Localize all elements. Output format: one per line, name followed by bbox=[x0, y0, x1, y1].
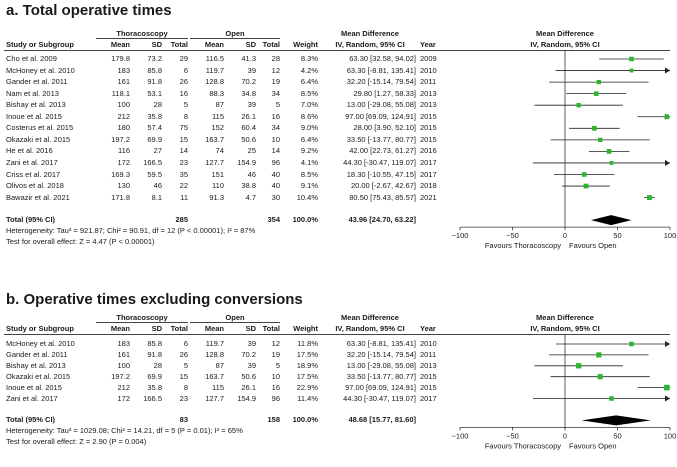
x-tick-label: −50 bbox=[506, 231, 519, 241]
mean2-cell: 87 bbox=[215, 100, 224, 110]
sd1-cell: 57.4 bbox=[147, 123, 162, 133]
total1-cell: 35 bbox=[179, 169, 188, 179]
weight-cell: 10.4% bbox=[296, 192, 318, 202]
mean1-cell: 169.3 bbox=[111, 169, 130, 179]
total-weight: 100.0% bbox=[292, 415, 318, 425]
total2-cell: 19 bbox=[271, 77, 280, 87]
total2-sum: 354 bbox=[267, 215, 280, 225]
plot-sub-header: IV, Random, 95% CI bbox=[530, 324, 600, 333]
mean2-cell: 115 bbox=[212, 382, 224, 392]
study-name: Cho et al. 2009 bbox=[6, 54, 57, 63]
study-name: Olivos et al. 2018 bbox=[6, 181, 64, 191]
group1-header: Thoracoscopy bbox=[116, 313, 168, 322]
study-effect-marker bbox=[596, 352, 601, 357]
favours-right-label: Favours Open bbox=[569, 441, 617, 451]
x-tick-label: −100 bbox=[451, 431, 469, 441]
total1-cell: 15 bbox=[179, 371, 188, 381]
mean1-cell: 212 bbox=[117, 111, 130, 121]
total2-sum: 158 bbox=[267, 415, 280, 425]
total1-cell: 6 bbox=[183, 339, 188, 348]
mean1-cell: 183 bbox=[117, 339, 130, 348]
sd1-cell: 91.8 bbox=[147, 349, 162, 359]
favours-left-label: Favours Thoracoscopy bbox=[484, 241, 561, 251]
weight-cell: 8.6% bbox=[300, 111, 318, 121]
total2-col-header: Total bbox=[262, 40, 280, 49]
total2-cell: 5 bbox=[275, 360, 280, 370]
sd2-cell: 50.6 bbox=[241, 371, 256, 381]
ci-cell: 18.30 [-10.55, 47.15] bbox=[346, 169, 416, 179]
total2-cell: 16 bbox=[271, 382, 280, 392]
sd1-cell: 28 bbox=[153, 100, 162, 110]
year-cell: 2011 bbox=[420, 349, 437, 359]
group1-header: Thoracoscopy bbox=[116, 29, 168, 38]
total2-cell: 30 bbox=[271, 192, 280, 202]
year-cell: 2010 bbox=[420, 65, 437, 75]
total1-cell: 6 bbox=[183, 65, 188, 75]
study-effect-marker bbox=[609, 396, 614, 401]
total1-cell: 8 bbox=[183, 111, 188, 121]
study-name: Zani et al. 2017 bbox=[6, 393, 58, 403]
mean2-cell: 151 bbox=[211, 169, 224, 179]
weight-cell: 9.1% bbox=[300, 181, 318, 191]
panel-title: a. Total operative times bbox=[6, 2, 172, 19]
sd2-cell: 154.9 bbox=[237, 393, 256, 403]
total1-sum: 83 bbox=[179, 415, 188, 425]
sd2-cell: 154.9 bbox=[237, 157, 256, 167]
weight-cell: 17.5% bbox=[296, 349, 318, 359]
summary-diamond bbox=[582, 415, 651, 425]
total2-cell: 40 bbox=[271, 181, 280, 191]
total1-cell: 5 bbox=[183, 100, 188, 110]
ci-cell: 97.00 [69.09, 124.91] bbox=[345, 382, 416, 392]
sd1-cell: 59.5 bbox=[147, 169, 162, 179]
study-effect-marker bbox=[576, 363, 581, 368]
study-name: Inoue et al. 2015 bbox=[6, 382, 62, 392]
total1-cell: 26 bbox=[179, 349, 188, 359]
ci-overflow-arrow bbox=[665, 341, 670, 347]
mean1-cell: 179.8 bbox=[111, 54, 130, 63]
total2-cell: 96 bbox=[271, 393, 280, 403]
mean2-cell: 119.7 bbox=[205, 339, 224, 348]
study-name: Inoue et al. 2015 bbox=[6, 111, 62, 121]
total1-cell: 15 bbox=[179, 134, 188, 144]
weight-cell: 6.4% bbox=[300, 77, 318, 87]
mean2-col-header: Mean bbox=[204, 40, 224, 49]
sd1-cell: 27 bbox=[153, 146, 162, 156]
x-tick-label: 0 bbox=[562, 231, 568, 241]
sd2-cell: 50.6 bbox=[241, 134, 256, 144]
mean1-cell: 197.2 bbox=[111, 134, 130, 144]
sd1-cell: 53.1 bbox=[147, 88, 162, 98]
sd1-col-header: SD bbox=[151, 40, 162, 49]
total1-cell: 29 bbox=[179, 54, 188, 63]
total1-col-header: Total bbox=[170, 324, 188, 333]
total1-cell: 75 bbox=[179, 123, 188, 133]
year-cell: 2021 bbox=[420, 192, 437, 202]
overall-effect-text: Test for overall effect: Z = 4.47 (P < 0.00001) bbox=[6, 237, 155, 247]
study-name: Bawazir et al. 2021 bbox=[6, 192, 70, 202]
weight-cell: 4.1% bbox=[300, 157, 318, 167]
mean1-cell: 171.8 bbox=[111, 192, 130, 202]
study-name: Criss et al. 2017 bbox=[6, 169, 61, 179]
weight-col-header: Weight bbox=[293, 324, 318, 333]
mean1-cell: 172 bbox=[117, 157, 130, 167]
mean1-cell: 172 bbox=[117, 393, 130, 403]
x-tick-label: 50 bbox=[613, 231, 622, 241]
year-col-header: Year bbox=[420, 40, 436, 49]
weight-cell: 4.2% bbox=[300, 65, 318, 75]
sd1-cell: 8.1 bbox=[151, 192, 162, 202]
total-ci: 48.68 [15.77, 81.60] bbox=[348, 415, 416, 425]
study-effect-marker bbox=[629, 342, 634, 347]
total2-cell: 28 bbox=[271, 54, 280, 63]
total2-cell: 34 bbox=[271, 123, 280, 133]
year-cell: 2017 bbox=[420, 393, 437, 403]
total1-cell: 5 bbox=[183, 360, 188, 370]
total2-cell: 40 bbox=[271, 169, 280, 179]
weight-col-header: Weight bbox=[293, 40, 318, 49]
study-col-header: Study or Subgroup bbox=[6, 324, 74, 333]
mean2-cell: 163.7 bbox=[205, 371, 224, 381]
sd1-cell: 166.5 bbox=[143, 157, 162, 167]
total1-sum: 285 bbox=[175, 215, 188, 225]
mean2-cell: 110 bbox=[212, 181, 224, 191]
mean1-cell: 161 bbox=[117, 349, 130, 359]
weight-cell: 7.0% bbox=[300, 100, 318, 110]
total1-col-header: Total bbox=[170, 40, 188, 49]
overall-effect-text: Test for overall effect: Z = 2.90 (P = 0.004) bbox=[6, 437, 147, 447]
sd2-cell: 34.8 bbox=[241, 88, 256, 98]
weight-cell: 22.9% bbox=[296, 382, 318, 392]
ci-cell: 29.80 [1.27, 58.33] bbox=[353, 88, 416, 98]
total2-cell: 12 bbox=[271, 65, 280, 75]
ci-cell: 20.00 [-2.67, 42.67] bbox=[350, 181, 416, 191]
total2-cell: 96 bbox=[271, 157, 280, 167]
mean2-cell: 88.3 bbox=[209, 88, 224, 98]
favours-left-label: Favours Thoracoscopy bbox=[484, 441, 561, 451]
weight-cell: 9.2% bbox=[300, 146, 318, 156]
sd2-col-header: SD bbox=[245, 324, 256, 333]
effect-sub-header: IV, Random, 95% CI bbox=[335, 40, 405, 49]
weight-cell: 6.4% bbox=[300, 134, 318, 144]
mean1-cell: 100 bbox=[117, 100, 130, 110]
heterogeneity-text: Heterogeneity: Tau² = 1029.08; Chi² = 14.21, df = 5 (P = 0.01); I² = 65% bbox=[6, 426, 243, 436]
mean1-cell: 161 bbox=[117, 77, 130, 87]
ci-cell: 63.30 [-8.81, 135.41] bbox=[346, 65, 416, 75]
year-cell: 2013 bbox=[420, 360, 437, 370]
study-name: Okazaki et al. 2015 bbox=[6, 371, 71, 381]
sd2-cell: 26.1 bbox=[241, 111, 256, 121]
weight-cell: 11.4% bbox=[297, 393, 318, 403]
year-cell: 2015 bbox=[420, 371, 437, 381]
sd2-cell: 60.4 bbox=[241, 123, 256, 133]
mean2-cell: 87 bbox=[215, 360, 224, 370]
sd2-col-header: SD bbox=[245, 40, 256, 49]
sd2-cell: 25 bbox=[247, 146, 256, 156]
total1-cell: 23 bbox=[179, 393, 188, 403]
sd1-col-header: SD bbox=[151, 324, 162, 333]
study-name: Bishay et al. 2013 bbox=[6, 360, 66, 370]
total2-cell: 19 bbox=[271, 349, 280, 359]
study-name: He et al. 2016 bbox=[6, 146, 53, 156]
ci-cell: 80.50 [75.43, 85.57] bbox=[349, 192, 416, 202]
ci-overflow-arrow bbox=[665, 396, 670, 402]
total1-cell: 22 bbox=[179, 181, 188, 191]
total2-cell: 16 bbox=[271, 111, 280, 121]
x-tick-label: 100 bbox=[663, 231, 677, 241]
weight-cell: 11.8% bbox=[297, 339, 318, 348]
total2-cell: 10 bbox=[271, 371, 280, 381]
x-tick-label: 100 bbox=[663, 431, 677, 441]
sd2-cell: 70.2 bbox=[241, 77, 256, 87]
sd1-cell: 28 bbox=[153, 360, 162, 370]
x-tick-label: 0 bbox=[562, 431, 568, 441]
sd2-cell: 70.2 bbox=[241, 349, 256, 359]
year-col-header: Year bbox=[420, 324, 436, 333]
ci-cell: 44.30 [-30.47, 119.07] bbox=[343, 393, 416, 403]
x-tick-label: −50 bbox=[506, 431, 519, 441]
total1-cell: 14 bbox=[179, 146, 188, 156]
study-name: Bishay et al. 2013 bbox=[6, 100, 66, 110]
study-effect-marker bbox=[598, 374, 603, 379]
study-col-header: Study or Subgroup bbox=[6, 40, 74, 49]
sd2-cell: 26.1 bbox=[241, 382, 256, 392]
weight-cell: 18.9% bbox=[296, 360, 318, 370]
weight-cell: 8.5% bbox=[300, 169, 318, 179]
study-name: Zani et al. 2017 bbox=[6, 157, 58, 167]
sd1-cell: 91.8 bbox=[147, 77, 162, 87]
group2-header: Open bbox=[225, 313, 245, 322]
study-name: Gander et al. 2011 bbox=[6, 349, 68, 359]
sd2-cell: 4.7 bbox=[245, 192, 256, 202]
year-cell: 2015 bbox=[420, 134, 437, 144]
sd1-cell: 69.9 bbox=[147, 371, 162, 381]
ci-cell: 13.00 [-29.08, 55.08] bbox=[346, 100, 416, 110]
mean1-cell: 130 bbox=[117, 181, 130, 191]
mean2-cell: 119.7 bbox=[205, 65, 224, 75]
total1-cell: 23 bbox=[179, 157, 188, 167]
mean2-cell: 128.8 bbox=[205, 349, 224, 359]
mean1-col-header: Mean bbox=[110, 40, 130, 49]
heterogeneity-text: Heterogeneity: Tau² = 921.87; Chi² = 90.91, df = 12 (P < 0.00001); I² = 87% bbox=[6, 226, 256, 236]
total2-cell: 10 bbox=[271, 134, 280, 144]
effect-sub-header: IV, Random, 95% CI bbox=[335, 324, 405, 333]
sd1-cell: 166.5 bbox=[143, 393, 162, 403]
year-cell: 2015 bbox=[420, 111, 437, 121]
mean1-cell: 180 bbox=[117, 123, 130, 133]
weight-cell: 17.5% bbox=[296, 371, 318, 381]
mean2-cell: 91.3 bbox=[209, 192, 224, 202]
effect-group-header: Mean Difference bbox=[341, 29, 399, 38]
plot-title-header: Mean Difference bbox=[536, 29, 594, 38]
study-name: Gander et al. 2011 bbox=[6, 77, 68, 87]
year-cell: 2016 bbox=[420, 146, 437, 156]
weight-cell: 8.5% bbox=[300, 88, 318, 98]
total2-cell: 12 bbox=[271, 339, 280, 348]
ci-cell: 33.50 [-13.77, 80.77] bbox=[346, 371, 416, 381]
mean2-cell: 116.5 bbox=[205, 54, 224, 63]
sd1-cell: 85.8 bbox=[147, 65, 162, 75]
mean2-cell: 128.8 bbox=[205, 77, 224, 87]
total-ci: 43.96 [24.70, 63.22] bbox=[348, 215, 416, 225]
year-cell: 2009 bbox=[420, 54, 437, 63]
effect-group-header: Mean Difference bbox=[341, 313, 399, 322]
mean2-cell: 74 bbox=[215, 146, 224, 156]
study-name: Okazaki et al. 2015 bbox=[6, 134, 71, 144]
ci-cell: 63.30 [-8.81, 135.41] bbox=[346, 339, 416, 348]
ci-cell: 63.30 [32.58, 94.02] bbox=[349, 54, 416, 63]
sd2-cell: 39 bbox=[247, 65, 256, 75]
year-cell: 2017 bbox=[420, 157, 437, 167]
total2-col-header: Total bbox=[262, 324, 280, 333]
mean1-col-header: Mean bbox=[110, 324, 130, 333]
total2-cell: 14 bbox=[271, 146, 280, 156]
sd1-cell: 69.9 bbox=[147, 134, 162, 144]
year-cell: 2013 bbox=[420, 100, 437, 110]
year-cell: 2017 bbox=[420, 169, 437, 179]
year-cell: 2011 bbox=[420, 77, 437, 87]
weight-cell: 9.0% bbox=[300, 123, 318, 133]
group2-header: Open bbox=[225, 29, 245, 38]
sd1-cell: 46 bbox=[153, 181, 162, 191]
study-name: McHoney et al. 2010 bbox=[6, 339, 75, 348]
ci-cell: 42.00 [22.73, 61.27] bbox=[349, 146, 416, 156]
ci-cell: 44.30 [-30.47, 119.07] bbox=[343, 157, 416, 167]
sd2-cell: 46 bbox=[247, 169, 256, 179]
sd2-cell: 39 bbox=[247, 339, 256, 348]
mean1-cell: 183 bbox=[117, 65, 130, 75]
mean2-cell: 115 bbox=[212, 111, 224, 121]
mean1-cell: 116 bbox=[118, 146, 130, 156]
mean2-cell: 127.7 bbox=[205, 157, 224, 167]
ci-cell: 32.20 [-15.14, 79.54] bbox=[346, 349, 416, 359]
ci-cell: 13.00 [-29.08, 55.08] bbox=[346, 360, 416, 370]
sd2-cell: 41.3 bbox=[241, 54, 256, 63]
study-name: Costerus et al. 2015 bbox=[6, 123, 74, 133]
year-cell: 2013 bbox=[420, 88, 437, 98]
total2-cell: 5 bbox=[275, 100, 280, 110]
total1-cell: 11 bbox=[180, 192, 188, 202]
ci-cell: 33.50 [-13.77, 80.77] bbox=[346, 134, 416, 144]
mean1-cell: 212 bbox=[117, 382, 130, 392]
year-cell: 2018 bbox=[420, 181, 437, 191]
sd1-cell: 35.8 bbox=[147, 382, 162, 392]
sd1-cell: 73.2 bbox=[147, 54, 162, 63]
x-tick-label: 50 bbox=[613, 431, 622, 441]
mean1-cell: 118.1 bbox=[111, 88, 130, 98]
mean1-cell: 100 bbox=[117, 360, 130, 370]
sd1-cell: 85.8 bbox=[147, 339, 162, 348]
study-name: McHoney et al. 2010 bbox=[6, 65, 75, 75]
plot-title-header: Mean Difference bbox=[536, 313, 594, 322]
ci-cell: 32.20 [-15.14, 79.54] bbox=[346, 77, 416, 87]
mean2-cell: 127.7 bbox=[205, 393, 224, 403]
panel-title: b. Operative times excluding conversions bbox=[6, 291, 303, 308]
mean1-cell: 197.2 bbox=[111, 371, 130, 381]
total1-cell: 26 bbox=[179, 77, 188, 87]
year-cell: 2010 bbox=[420, 339, 437, 348]
mean2-cell: 163.7 bbox=[205, 134, 224, 144]
sd2-cell: 39 bbox=[247, 100, 256, 110]
mean2-cell: 152 bbox=[211, 123, 224, 133]
study-effect-marker bbox=[664, 385, 670, 391]
total-weight: 100.0% bbox=[292, 215, 318, 225]
study-name: Nam et al. 2013 bbox=[6, 88, 59, 98]
favours-right-label: Favours Open bbox=[569, 241, 617, 251]
total2-cell: 34 bbox=[271, 88, 280, 98]
total-label: Total (95% CI) bbox=[6, 415, 56, 425]
mean2-col-header: Mean bbox=[204, 324, 224, 333]
x-tick-label: −100 bbox=[451, 231, 469, 241]
weight-cell: 8.3% bbox=[300, 54, 318, 63]
sd2-cell: 39 bbox=[247, 360, 256, 370]
sd2-cell: 38.8 bbox=[241, 181, 256, 191]
ci-cell: 97.00 [69.09, 124.91] bbox=[345, 111, 416, 121]
sd1-cell: 35.8 bbox=[147, 111, 162, 121]
year-cell: 2015 bbox=[420, 123, 437, 133]
year-cell: 2015 bbox=[420, 382, 437, 392]
total1-cell: 8 bbox=[183, 382, 188, 392]
plot-sub-header: IV, Random, 95% CI bbox=[530, 40, 600, 49]
total1-cell: 16 bbox=[179, 88, 188, 98]
ci-cell: 28.00 [3.90, 52.10] bbox=[353, 123, 416, 133]
total-label: Total (95% CI) bbox=[6, 215, 56, 225]
